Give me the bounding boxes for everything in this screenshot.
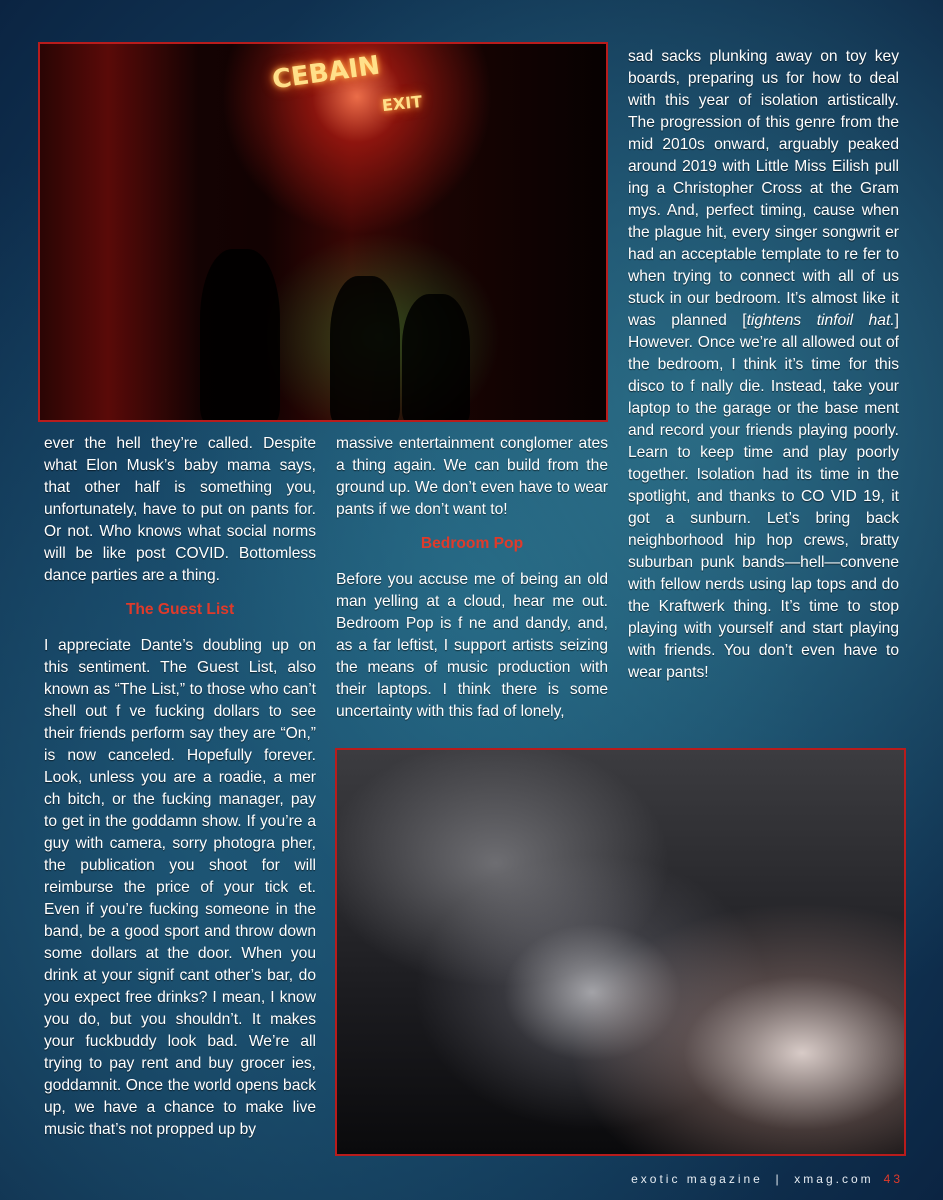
bedroom-guitarist-photo	[335, 748, 906, 1156]
page-footer	[631, 1172, 903, 1186]
article-column-3	[628, 46, 899, 696]
bar-entrance-photo	[38, 42, 608, 422]
paragraph: Before you accuse me of being an old man yelling at a cloud, hear me out. Bedroom Pop is f ne and dandy, and, as a far leftist, I support artists seizing the means of music production with their laptops. I think there is some uncertainty with this fad of lonely,	[336, 571, 608, 720]
italic-aside: tightens tinfoil hat.	[746, 312, 895, 329]
paragraph: massive entertainment conglomer ates a thing again. We can build from the ground up. We don’t even have to wear pants if we don’t want to!	[336, 435, 608, 518]
section-heading-guest-list: The Guest List	[125, 601, 235, 618]
person-silhouette	[402, 294, 470, 422]
neon-sign: CEBAIN	[270, 50, 382, 96]
page-number: 43	[883, 1172, 903, 1186]
person-silhouette	[330, 276, 400, 422]
paragraph: I appreciate Dante’s doubling up on this sentiment. The Guest List, also known as “The List,” to those who can’t shell out f ve fucking dollars to see their friends perform say they are “On,” is now canceled. Hopefully forever. Look, unless you are a roadie, a mer ch bitch, or the fucking manager, pay to get in the goddamn show. If you’re a guy with camera, sorry photogra pher, the publication you shoot for will reimburse the price of your tick et. Even if you’re fucking someone in the band, be a good sport and throw down some dollars at the door. When you drink at your signif cant other’s bar, do you expect free drinks? I mean, I know you do, but you shouldn’t. It makes your fuckbuddy look bad. We’re all trying to pay rent and buy grocer ies, goddamnit. Once the world opens back up, we have a chance to make live music that’s not propped up by	[44, 637, 316, 1138]
exit-sign: EXIT	[381, 91, 424, 116]
paragraph: ever the hell they’re called. Despite what Elon Musk’s baby mama says, that other half is something you, unfortunately, have to put on pants for. Or not. Who knows what social norms will be like post COVID. Bottomless dance parties are a thing.	[44, 435, 316, 584]
article-column-2	[336, 433, 608, 735]
section-heading-bedroom-pop: Bedroom Pop	[420, 535, 524, 552]
paragraph: sad sacks plunking away on toy key boards, preparing us for how to deal with this year of isolation artistically. The progression of this genre from the mid 2010s onward, arguably peaked around 2019 with Little Miss Eilish pull ing a Christopher Cross at the Gram mys. And, perfect timing, cause when the plague hit, every singer songwrit er had an acceptable template to re fer to when trying to connect with all of us stuck in our bedroom. It’s almost like it was planned [tightens tinfoil hat.] However. Once we’re all allowed out of the bedroom, I think it’s time for this disco to f nally die. Instead, take your laptop to the garage or the base ment and record your friends playing poorly. Learn to keep time and play poorly together. Isolation had its time in the spotlight, and thanks to CO VID 19, it got a sunburn. Let’s bring back neighborhood hip hop crews, bratty suburban punk bands—hell—convene with fellow nerds using lap tops and do the Kraftwerk thing. It’s time to stop playing with yourself and start playing with friends. You don’t even have to wear pants!	[628, 48, 899, 681]
footer-text: exotic magazine | xmag.com	[631, 1172, 874, 1186]
person-silhouette	[200, 249, 280, 422]
article-column-1	[44, 433, 316, 1153]
